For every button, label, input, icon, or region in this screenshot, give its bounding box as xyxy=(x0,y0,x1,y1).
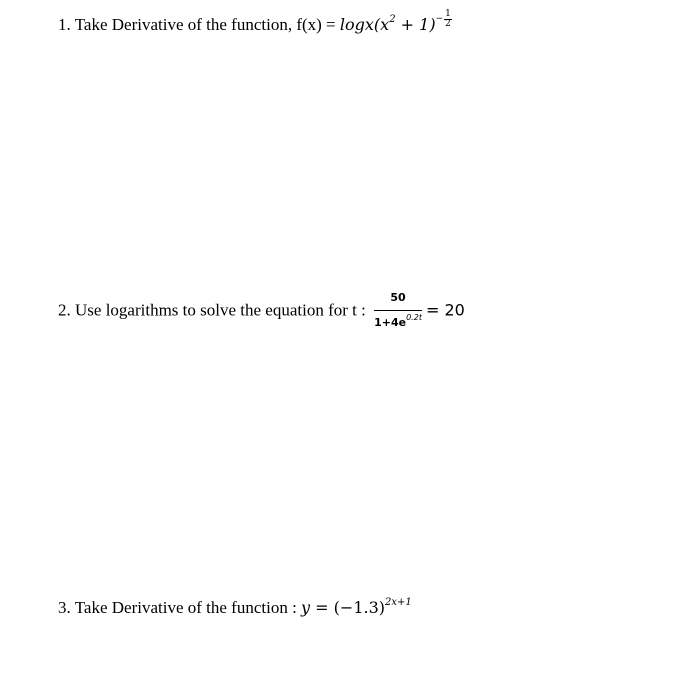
fraction-denominator: $1+4e^{0.2t}$ xyxy=(374,313,422,329)
problem-number: 1. xyxy=(58,15,71,34)
problem-3 xyxy=(58,598,412,618)
function-expression: $y = (-1.3)^{2x+1}$ xyxy=(301,596,412,617)
function-expression: $\log x(x^2 + 1)$ xyxy=(339,13,436,34)
problem-1 xyxy=(58,10,452,35)
equation-fraction xyxy=(374,288,422,333)
problem-text: Use logarithms to solve the equation for t : xyxy=(75,300,366,320)
function-lhs: f(x) = xyxy=(296,15,340,34)
problem-number: 2. xyxy=(58,300,71,320)
problem-text: Take Derivative of the function : xyxy=(74,598,297,617)
fraction-numerator: 50 xyxy=(374,288,422,311)
problem-text: Take Derivative of the function, xyxy=(74,15,293,34)
problem-number: 3. xyxy=(58,598,71,617)
negative-half-exponent: − $\frac{1}{2}$ xyxy=(435,9,451,29)
problem-2 xyxy=(58,289,465,334)
equation-rhs: = 20 xyxy=(425,300,465,320)
